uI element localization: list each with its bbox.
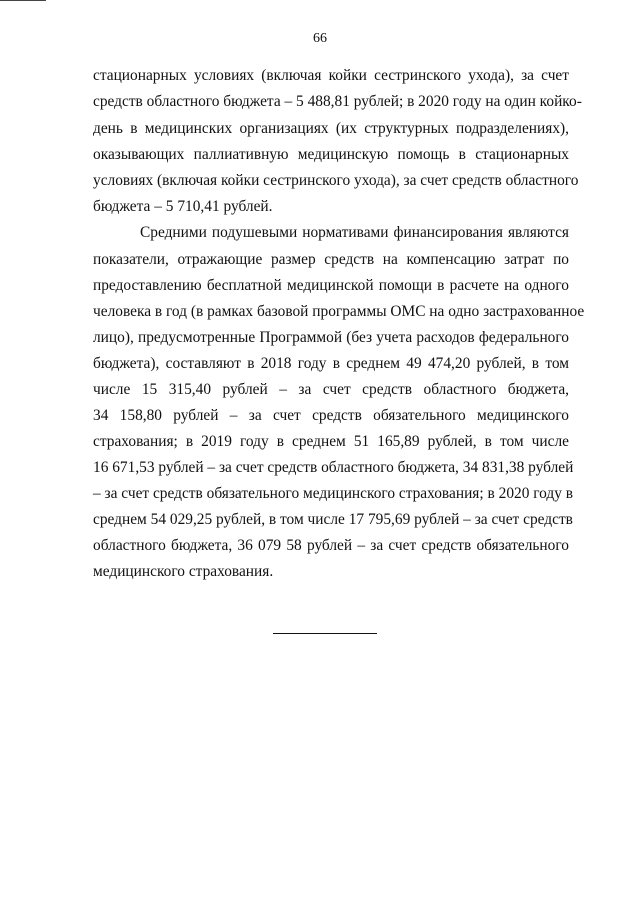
text-line: человека в год (в рамках базовой программы ОМС на одно застрахованное xyxy=(93,303,585,320)
text-line: – за счет средств обязательного медицинского страхования; в 2020 году в xyxy=(93,485,574,502)
text-line: стационарных условиях (включая койки сестринского ухода), за счет xyxy=(93,67,569,84)
text-line: оказывающих паллиативную медицинскую помощь в стационарных xyxy=(93,146,569,163)
text-line: Средними подушевыми нормативами финансирования являются xyxy=(140,224,569,241)
text-line: 34 158,80 рублей – за счет средств обязательного медицинского xyxy=(93,407,569,424)
text-line: среднем 54 029,25 рублей, в том числе 17 795,69 рублей – за счет средств xyxy=(93,511,573,528)
text-line: 16 671,53 рублей – за счет средств областного бюджета, 34 831,38 рублей xyxy=(93,459,574,476)
text-line: показатели, отражающие размер средств на компенсацию затрат по xyxy=(93,251,569,268)
text-line: числе 15 315,40 рублей – за счет средств областного бюджета, xyxy=(93,381,569,398)
text-line: страхования; в 2019 году в среднем 51 165,89 рублей, в том числе xyxy=(93,433,569,450)
text-line: бюджета), составляют в 2018 году в среднем 49 474,20 рублей, в том xyxy=(93,355,569,372)
page-number: 66 xyxy=(313,31,327,46)
text-line: лицо), предусмотренные Программой (без учета расходов федерального xyxy=(93,329,569,346)
text-line: областного бюджета, 36 079 58 рублей – за счет средств обязательного xyxy=(93,537,569,554)
text-line: медицинского страхования. xyxy=(93,563,274,580)
text-line: день в медицинских организациях (их структурных подразделениях), xyxy=(93,120,569,137)
end-of-text-rule xyxy=(273,633,377,634)
text-line: условиях (включая койки сестринского ухода), за счет средств областного xyxy=(93,172,579,189)
text-line: бюджета – 5 710,41 рублей. xyxy=(93,198,273,215)
text-line: средств областного бюджета – 5 488,81 рублей; в 2020 году на один койко- xyxy=(93,93,582,110)
corner-scan-mark xyxy=(0,0,46,1)
text-line: предоставлению бесплатной медицинской помощи в расчете на одного xyxy=(93,277,569,294)
